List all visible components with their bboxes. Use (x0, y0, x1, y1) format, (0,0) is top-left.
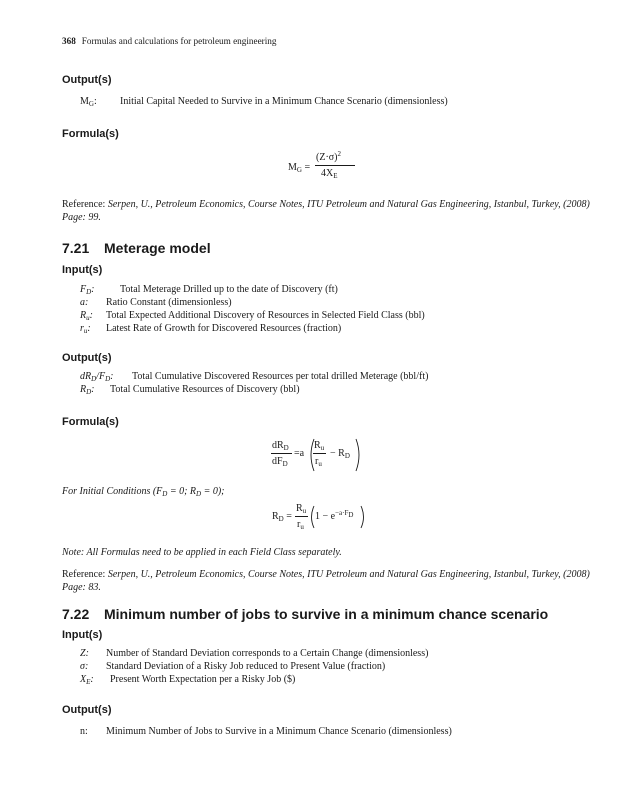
formula-numerator: $(Z\cdot\sigma)^2$ (316, 150, 341, 163)
output-definition (80, 96, 448, 107)
formula-lhs: $M_G$ = (288, 162, 311, 174)
input-item: $F_D$: Total Meterage Drilled up to the date of Discovery (ft) (80, 284, 338, 296)
initial-conditions: For Initial Conditions ($F_D = 0$; $R_D = 0$); (62, 486, 225, 498)
formula-heading: Formula(s) (62, 128, 119, 140)
section-heading-7-22: 7.22 Minimum number of jobs to survive in a minimum chance scenario (62, 606, 549, 622)
formula-meterage-rate: $dR_D$ $dF_D$ =a $R_u$ $r_u$ − $R_D$ (270, 440, 370, 474)
page-number: 368 (62, 36, 76, 46)
input-heading-7-21: Input(s) (62, 264, 103, 276)
fraction-bar (271, 453, 292, 454)
reference-1: Reference: Serpen, U., Petroleum Economics, Course Notes, ITU Petroleum and Natural Gas Engineering, Istanbul, Turkey, (2008) Page: 99. (62, 199, 590, 223)
definition-symbol: $M_G$: (80, 96, 97, 108)
output-heading: Output(s) (62, 74, 112, 86)
input-item: Z: Number of Standard Deviation corresponds to a Certain Change (dimensionless) (80, 648, 429, 659)
formula-heading-7-21: Formula(s) (62, 416, 119, 428)
reference-2: Reference: Serpen, U., Petroleum Economics, Course Notes, ITU Petroleum and Natural Gas Engineering, Istanbul, Turkey, (2008) Page: 83. (62, 569, 590, 593)
running-title: Formulas and calculations for petroleum engineering (81, 36, 277, 46)
note: Note: All Formulas need to be applied in each Field Class separately. (62, 547, 342, 558)
input-item: $R_u$: Total Expected Additional Discovery of Resources in Selected Field Class (bbl) (80, 310, 425, 322)
section-heading-7-21: 7.21 Meterage model (62, 240, 211, 256)
input-item: $X_E$: Present Worth Expectation per a Risky Job ($) (80, 674, 296, 686)
formula-denominator: $4X_E$ (321, 168, 338, 180)
output-item: $R_D$: Total Cumulative Resources of Discovery (bbl) (80, 384, 300, 396)
fraction-bar (313, 453, 326, 454)
input-item: σ: Standard Deviation of a Risky Job reduced to Present Value (fraction) (80, 661, 386, 672)
input-item: $r_u$: Latest Rate of Growth for Discovered Resources (fraction) (80, 323, 342, 335)
definition-text: Initial Capital Needed to Survive in a Minimum Chance Scenario (dimensionless) (120, 96, 448, 107)
output-heading-7-21: Output(s) (62, 352, 112, 364)
fraction-bar (295, 516, 308, 517)
output-item: n: Minimum Number of Jobs to Survive in a Minimum Chance Scenario (dimensionless) (80, 726, 452, 737)
right-paren (354, 438, 362, 472)
output-heading-7-22: Output(s) (62, 704, 112, 716)
right-paren (360, 505, 366, 529)
input-heading-7-22: Input(s) (62, 629, 103, 641)
input-item: a: Ratio Constant (dimensionless) (80, 297, 232, 308)
output-item: $dR_D/F_D$: Total Cumulative Discovered Resources per total drilled Meterage (bbl/ft) (80, 371, 429, 383)
fraction-bar (315, 165, 355, 166)
running-head (62, 36, 276, 46)
formula-cumulative-resources: $R_D$ = $R_u$ $r_u$ $1 - e^{-a\cdot F_D}$ (272, 502, 372, 536)
